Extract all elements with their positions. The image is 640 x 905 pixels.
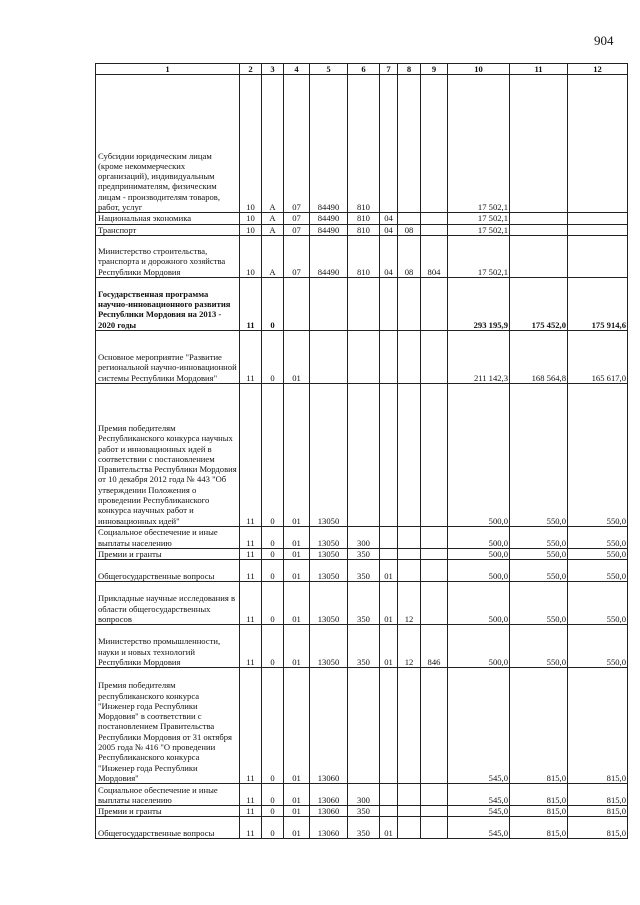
section-code-cell: 11 (240, 817, 262, 839)
amount-col11-cell (510, 224, 568, 235)
program-code-cell: 01 (284, 526, 310, 548)
program-code-cell: 01 (284, 330, 310, 383)
section-code-cell: 11 (240, 277, 262, 330)
subsection-code-cell: А (262, 235, 284, 277)
subsection-code-cell: 0 (262, 330, 284, 383)
amount-col12-cell: 550,0 (568, 548, 628, 559)
subchapter-cell: 12 (398, 625, 421, 668)
amount-col11-cell: 550,0 (510, 582, 568, 625)
program-code-cell: 01 (284, 668, 310, 784)
row-name-cell: Государственная программа научно-инновационного развития Республики Мордовия на 2013 - 2020 годы (96, 277, 240, 330)
ministry-code-cell (421, 582, 448, 625)
table-row (96, 548, 628, 559)
section-code-cell: 10 (240, 213, 262, 224)
amount-col12-cell (568, 224, 628, 235)
amount-col11-cell: 550,0 (510, 560, 568, 582)
target-code-cell: 13050 (310, 582, 348, 625)
section-code-cell: 11 (240, 806, 262, 817)
expense-type-cell: 350 (348, 817, 380, 839)
chapter-cell (380, 383, 398, 526)
ministry-code-cell (421, 383, 448, 526)
program-code-cell: 01 (284, 582, 310, 625)
subsection-code-cell: 0 (262, 560, 284, 582)
chapter-cell (380, 277, 398, 330)
amount-col11-cell: 550,0 (510, 526, 568, 548)
amount-col11-cell: 168 564,8 (510, 330, 568, 383)
amount-col11-cell: 550,0 (510, 625, 568, 668)
program-code-cell: 07 (284, 213, 310, 224)
amount-col12-cell: 550,0 (568, 383, 628, 526)
program-code-cell: 01 (284, 817, 310, 839)
amount-col10-cell: 17 502,1 (448, 235, 510, 277)
column-header: 9 (421, 64, 448, 75)
amount-col10-cell: 500,0 (448, 548, 510, 559)
column-header: 8 (398, 64, 421, 75)
amount-col10-cell: 545,0 (448, 668, 510, 784)
table-row (96, 330, 628, 383)
amount-col11-cell: 550,0 (510, 383, 568, 526)
expense-type-cell: 350 (348, 560, 380, 582)
expense-type-cell (348, 668, 380, 784)
expense-type-cell: 810 (348, 213, 380, 224)
column-header: 7 (380, 64, 398, 75)
ministry-code-cell: 846 (421, 625, 448, 668)
amount-col12-cell (568, 75, 628, 213)
subchapter-cell (398, 277, 421, 330)
expense-type-cell: 350 (348, 625, 380, 668)
program-code-cell (284, 277, 310, 330)
ministry-code-cell (421, 560, 448, 582)
subchapter-cell (398, 784, 421, 806)
column-header: 6 (348, 64, 380, 75)
amount-col12-cell (568, 213, 628, 224)
subsection-code-cell: 0 (262, 625, 284, 668)
expense-type-cell: 810 (348, 75, 380, 213)
amount-col10-cell: 545,0 (448, 784, 510, 806)
column-header: 4 (284, 64, 310, 75)
subchapter-cell: 12 (398, 582, 421, 625)
expense-type-cell: 350 (348, 548, 380, 559)
amount-col11-cell (510, 213, 568, 224)
subsection-code-cell: 0 (262, 582, 284, 625)
target-code-cell: 13050 (310, 625, 348, 668)
amount-col11-cell (510, 75, 568, 213)
page-number: 904 (594, 33, 614, 48)
amount-col10-cell: 545,0 (448, 806, 510, 817)
amount-col12-cell: 815,0 (568, 668, 628, 784)
section-code-cell: 10 (240, 224, 262, 235)
budget-table (95, 63, 628, 839)
expense-type-cell: 810 (348, 235, 380, 277)
section-code-cell: 11 (240, 548, 262, 559)
ministry-code-cell (421, 784, 448, 806)
chapter-cell: 01 (380, 582, 398, 625)
subsection-code-cell: А (262, 224, 284, 235)
row-name-cell: Социальное обеспечение и иные выплаты населению (96, 784, 240, 806)
ministry-code-cell (421, 330, 448, 383)
row-name-cell: Субсидии юридическим лицам (кроме некоммерческих организаций), индивидуальным предпринимателям, физическим лицам - производителям товаров, работ, услуг (96, 75, 240, 213)
subsection-code-cell: 0 (262, 526, 284, 548)
chapter-cell (380, 330, 398, 383)
ministry-code-cell (421, 277, 448, 330)
expense-type-cell: 300 (348, 526, 380, 548)
expense-type-cell (348, 330, 380, 383)
table-row (96, 668, 628, 784)
target-code-cell (310, 277, 348, 330)
subchapter-cell (398, 668, 421, 784)
target-code-cell: 13050 (310, 548, 348, 559)
amount-col12-cell: 815,0 (568, 806, 628, 817)
table-row (96, 526, 628, 548)
amount-col12-cell: 550,0 (568, 625, 628, 668)
section-code-cell: 11 (240, 383, 262, 526)
amount-col12-cell: 815,0 (568, 817, 628, 839)
program-code-cell: 01 (284, 560, 310, 582)
amount-col12-cell: 550,0 (568, 560, 628, 582)
amount-col11-cell: 175 452,0 (510, 277, 568, 330)
section-code-cell: 11 (240, 330, 262, 383)
subsection-code-cell: 0 (262, 277, 284, 330)
ministry-code-cell (421, 668, 448, 784)
program-code-cell: 01 (284, 383, 310, 526)
column-header: 5 (310, 64, 348, 75)
amount-col11-cell: 815,0 (510, 817, 568, 839)
target-code-cell: 13050 (310, 560, 348, 582)
subsection-code-cell: 0 (262, 383, 284, 526)
row-name-cell: Премии и гранты (96, 806, 240, 817)
amount-col10-cell: 500,0 (448, 526, 510, 548)
expense-type-cell: 810 (348, 224, 380, 235)
program-code-cell: 01 (284, 625, 310, 668)
chapter-cell: 01 (380, 817, 398, 839)
program-code-cell: 01 (284, 548, 310, 559)
table-row (96, 235, 628, 277)
amount-col10-cell: 500,0 (448, 582, 510, 625)
table-row (96, 213, 628, 224)
ministry-code-cell (421, 75, 448, 213)
ministry-code-cell: 804 (421, 235, 448, 277)
row-name-cell: Основное мероприятие "Развитие региональной научно-инновационной системы Республики Мордовия" (96, 330, 240, 383)
chapter-cell: 01 (380, 560, 398, 582)
row-name-cell: Министерство строительства, транспорта и дорожного хозяйства Республики Мордовия (96, 235, 240, 277)
chapter-cell (380, 548, 398, 559)
amount-col11-cell: 815,0 (510, 806, 568, 817)
amount-col12-cell: 550,0 (568, 526, 628, 548)
amount-col12-cell: 815,0 (568, 784, 628, 806)
subchapter-cell: 08 (398, 224, 421, 235)
chapter-cell: 01 (380, 625, 398, 668)
ministry-code-cell (421, 548, 448, 559)
chapter-cell (380, 806, 398, 817)
subchapter-cell (398, 330, 421, 383)
target-code-cell: 84490 (310, 213, 348, 224)
program-code-cell: 01 (284, 806, 310, 817)
section-code-cell: 11 (240, 582, 262, 625)
amount-col12-cell: 550,0 (568, 582, 628, 625)
subsection-code-cell: А (262, 75, 284, 213)
target-code-cell: 13050 (310, 383, 348, 526)
row-name-cell: Министерство промышленности, науки и новых технологий Республики Мордовия (96, 625, 240, 668)
target-code-cell: 84490 (310, 224, 348, 235)
chapter-cell (380, 526, 398, 548)
chapter-cell: 04 (380, 213, 398, 224)
column-header: 3 (262, 64, 284, 75)
amount-col10-cell: 500,0 (448, 625, 510, 668)
amount-col10-cell: 545,0 (448, 817, 510, 839)
section-code-cell: 11 (240, 625, 262, 668)
section-code-cell: 10 (240, 75, 262, 213)
table-row (96, 582, 628, 625)
chapter-cell (380, 784, 398, 806)
table-row (96, 277, 628, 330)
chapter-cell: 04 (380, 235, 398, 277)
subchapter-cell (398, 560, 421, 582)
row-name-cell: Национальная экономика (96, 213, 240, 224)
subchapter-cell (398, 526, 421, 548)
program-code-cell: 01 (284, 784, 310, 806)
section-code-cell: 10 (240, 235, 262, 277)
subchapter-cell (398, 548, 421, 559)
subsection-code-cell: А (262, 213, 284, 224)
table-row (96, 224, 628, 235)
amount-col12-cell: 165 617,0 (568, 330, 628, 383)
row-name-cell: Прикладные научные исследования в области общегосударственных вопросов (96, 582, 240, 625)
ministry-code-cell (421, 806, 448, 817)
amount-col12-cell (568, 235, 628, 277)
row-name-cell: Общегосударственные вопросы (96, 560, 240, 582)
amount-col12-cell: 175 914,6 (568, 277, 628, 330)
column-header: 2 (240, 64, 262, 75)
amount-col10-cell: 500,0 (448, 560, 510, 582)
section-code-cell: 11 (240, 560, 262, 582)
column-header: 11 (510, 64, 568, 75)
subchapter-cell (398, 213, 421, 224)
amount-col10-cell: 211 142,3 (448, 330, 510, 383)
row-name-cell: Премия победителям республиканского конкурса "Инженер года Республики Мордовия" в соответствии с постановлением Правительства Республики Мордовия от 31 октября 2005 года № 416 "О проведении Республиканского конкурса "Инженер года Республики Мордовия" (96, 668, 240, 784)
ministry-code-cell (421, 817, 448, 839)
program-code-cell: 07 (284, 224, 310, 235)
subchapter-cell (398, 806, 421, 817)
amount-col11-cell: 815,0 (510, 784, 568, 806)
program-code-cell: 07 (284, 75, 310, 213)
amount-col11-cell (510, 235, 568, 277)
target-code-cell: 13060 (310, 817, 348, 839)
program-code-cell: 07 (284, 235, 310, 277)
row-name-cell: Социальное обеспечение и иные выплаты населению (96, 526, 240, 548)
chapter-cell: 04 (380, 224, 398, 235)
column-header: 12 (568, 64, 628, 75)
target-code-cell: 84490 (310, 235, 348, 277)
table-row (96, 784, 628, 806)
target-code-cell: 13060 (310, 784, 348, 806)
subsection-code-cell: 0 (262, 548, 284, 559)
target-code-cell: 13050 (310, 526, 348, 548)
amount-col11-cell: 550,0 (510, 548, 568, 559)
expense-type-cell (348, 383, 380, 526)
subsection-code-cell: 0 (262, 668, 284, 784)
table-header-row (96, 64, 628, 75)
amount-col10-cell: 17 502,1 (448, 75, 510, 213)
amount-col10-cell: 293 195,9 (448, 277, 510, 330)
table-row (96, 75, 628, 213)
chapter-cell (380, 668, 398, 784)
expense-type-cell: 300 (348, 784, 380, 806)
subchapter-cell: 08 (398, 235, 421, 277)
amount-col11-cell: 815,0 (510, 668, 568, 784)
table-row (96, 383, 628, 526)
column-header: 1 (96, 64, 240, 75)
row-name-cell: Общегосударственные вопросы (96, 817, 240, 839)
subchapter-cell (398, 75, 421, 213)
table-row (96, 625, 628, 668)
row-name-cell: Премии и гранты (96, 548, 240, 559)
row-name-cell: Премия победителям Республиканского конкурса научных работ и инновационных идей в соответствии с постановлением Правительства Республики Мордовия от 10 декабря 2012 года № 443 "Об утверждении Положения о проведении Республиканского конкурса научных работ и инновационных идей" (96, 383, 240, 526)
target-code-cell: 13060 (310, 806, 348, 817)
subchapter-cell (398, 817, 421, 839)
table-row (96, 560, 628, 582)
expense-type-cell: 350 (348, 582, 380, 625)
section-code-cell: 11 (240, 784, 262, 806)
table-row (96, 806, 628, 817)
ministry-code-cell (421, 526, 448, 548)
subchapter-cell (398, 383, 421, 526)
target-code-cell: 84490 (310, 75, 348, 213)
amount-col10-cell: 500,0 (448, 383, 510, 526)
ministry-code-cell (421, 224, 448, 235)
target-code-cell: 13060 (310, 668, 348, 784)
expense-type-cell: 350 (348, 806, 380, 817)
table-row (96, 817, 628, 839)
target-code-cell (310, 330, 348, 383)
amount-col10-cell: 17 502,1 (448, 224, 510, 235)
column-header: 10 (448, 64, 510, 75)
chapter-cell (380, 75, 398, 213)
section-code-cell: 11 (240, 668, 262, 784)
subsection-code-cell: 0 (262, 784, 284, 806)
subsection-code-cell: 0 (262, 817, 284, 839)
subsection-code-cell: 0 (262, 806, 284, 817)
expense-type-cell (348, 277, 380, 330)
amount-col10-cell: 17 502,1 (448, 213, 510, 224)
ministry-code-cell (421, 213, 448, 224)
row-name-cell: Транспорт (96, 224, 240, 235)
section-code-cell: 11 (240, 526, 262, 548)
